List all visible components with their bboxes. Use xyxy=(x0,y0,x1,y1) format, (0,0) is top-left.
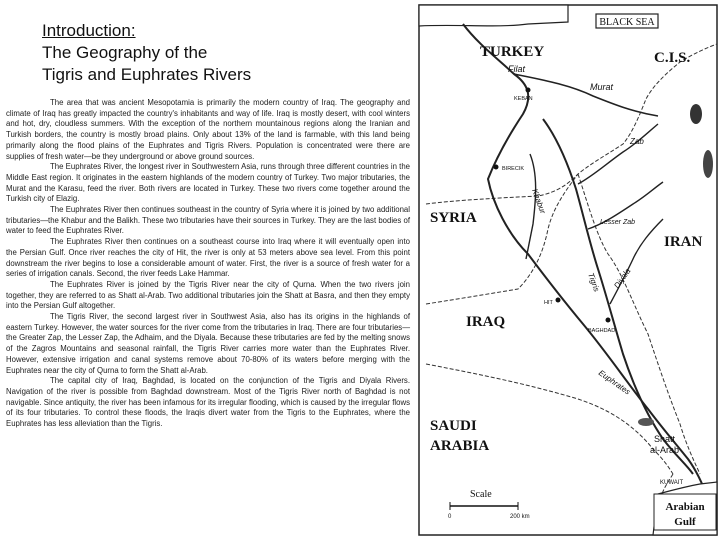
syria-label: SYRIA xyxy=(430,210,477,226)
keban-label: KEBAN xyxy=(514,96,533,102)
title-line-2: The Geography of the xyxy=(42,43,208,62)
gulf-label-2: Gulf xyxy=(674,516,696,528)
paragraph: The Euphrates River is joined by the Tigris River near the city of Qurna. When the two rivers join together, they are referred to as Shatt al-Arab. Two additional tributaries join the Shatt at Basra, and then they empty into the Persian Gulf altogether. xyxy=(6,279,410,311)
tigris-label: Tigris xyxy=(586,271,602,293)
hit-dot xyxy=(556,298,561,303)
birecik-label: BIRECIK xyxy=(502,166,525,172)
lake-hammar xyxy=(638,418,654,426)
iran-label: IRAN xyxy=(664,234,703,250)
baghdad-dot xyxy=(606,318,611,323)
khabur-label: Khabur xyxy=(530,187,548,215)
shatt-label-2: al-Arab xyxy=(650,445,680,455)
euphrates-label: Euphrates xyxy=(596,368,632,397)
title-line-3: Tigris and Euphrates Rivers xyxy=(42,65,252,84)
keban-dot xyxy=(526,88,531,93)
black-sea-coast xyxy=(419,5,568,26)
title-block xyxy=(42,20,402,86)
paragraph: The capital city of Iraq, Baghdad, is located on the conjunction of the Tigris and Diyala Rivers. Navigation of the river is possible from Baghdad downstream. Most of the Tigris River north of Baghdad is not navigable. Since antiquity, the river has been infamous for its irregular flooding, which is caused by the irregular flows of its four tributaries. To control these floods, the Iraqis divert water from the Tigris to the Euphrates, where the Euphrates has less alleviation than the Tigris. xyxy=(6,376,410,429)
lake-urmia xyxy=(703,150,713,178)
hit-label: HIT xyxy=(544,300,553,306)
turkey-label: TURKEY xyxy=(480,44,545,60)
saudi-label: SAUDI xyxy=(430,418,477,434)
diyala-label: Diyala xyxy=(612,266,633,291)
intro-heading: Introduction: xyxy=(42,21,136,40)
lake-dark xyxy=(690,104,702,124)
map-frame xyxy=(419,5,717,535)
birecik-dot xyxy=(494,165,499,170)
gulf-label-1: Arabian xyxy=(665,501,705,513)
cis-label: C.I.S. xyxy=(654,50,691,66)
paragraph: The Euphrates River, the longest river in Southwestern Asia, runs through three different countries in the Middle East region. It originates in the eastern highlands of the modern country of Turkey. Two major tributaries, the Murat and the Karasu, feed the river. Both rivers are located in Turkey. These two rivers come together around the Turkish city of Elazig. xyxy=(6,162,410,204)
black-sea-label: BLACK SEA xyxy=(599,17,655,28)
baghdad-label: BAGHDAD xyxy=(588,328,616,334)
paragraph: The Euphrates River then continues southeast in the country of Syria where it is joined by two additional tributaries—the Khabur and the Balikh. These two tributaries have their sources in Turkey. They are the last bodies of water to feed the Euphrates River. xyxy=(6,205,410,236)
shatt-label-1: Shatt xyxy=(654,434,676,444)
scale-label: Scale xyxy=(470,489,492,500)
zab-label: Zab xyxy=(630,137,644,146)
paragraph: The area that was ancient Mesopotamia is primarily the modern country of Iraq. The geography and climate of Iraq has greatly impacted the country's inhabitants and way of life. Iraq is mostly desert, with cool winters and hot, dry, cloudless summers. With the exception of the northern mountainous regions along the Iranian and Turkish borders, the country is mostly broad plains. Only about 13% of the land is farmable, with this land being primarily along the flood plains of the Euphrates and Tigris Rivers. Population is concentrated were there are supplies of fresh water—be they underground or above ground sources. xyxy=(6,98,410,161)
lesser-zab-label: Lesser Zab xyxy=(600,219,636,226)
murat-label: Murat xyxy=(590,82,614,92)
body-text xyxy=(6,98,410,430)
paragraph: The Euphrates River then continues on a southeast course into Iraq where it will eventually open into the Persian Gulf. Once river reaches the city of Hit, the river is only at 53 meters above sea level. From this point downstream the river begins to lose a considerable amount of water. First, the river is a source of fresh water for a series of irrigation canals. Second, the river feeds Lake Hammar. xyxy=(6,237,410,279)
filat-label: Filat xyxy=(508,64,526,74)
scale-zero: 0 xyxy=(448,514,452,520)
map-svg xyxy=(418,4,718,536)
iraq-label: IRAQ xyxy=(466,314,506,330)
kuwait-label: KUWAIT xyxy=(660,480,684,486)
arabia-label: ARABIA xyxy=(430,438,490,454)
region-map xyxy=(418,4,718,536)
paragraph: The Tigris River, the second largest river in Southwest Asia, also has its origins in the highlands of eastern Turkey. However, the water sources for the river come from the tributaries in Iraq. There are four tributaries—the Greater Zap, the Lesser Zap, the Adhaim, and the Diyala. Because these tributaries are fed by the melting snows of the Zagros Mountains and seasonal rainfall, the Tigris River carries more water than the Euphrates River. However, extensive irrigation and canal systems remove about 70-80% of its waters before merging with the Euphrates near the city of Qurna to form the Shatt al-Arab. xyxy=(6,312,410,375)
scale-max: 200 km xyxy=(510,514,530,520)
